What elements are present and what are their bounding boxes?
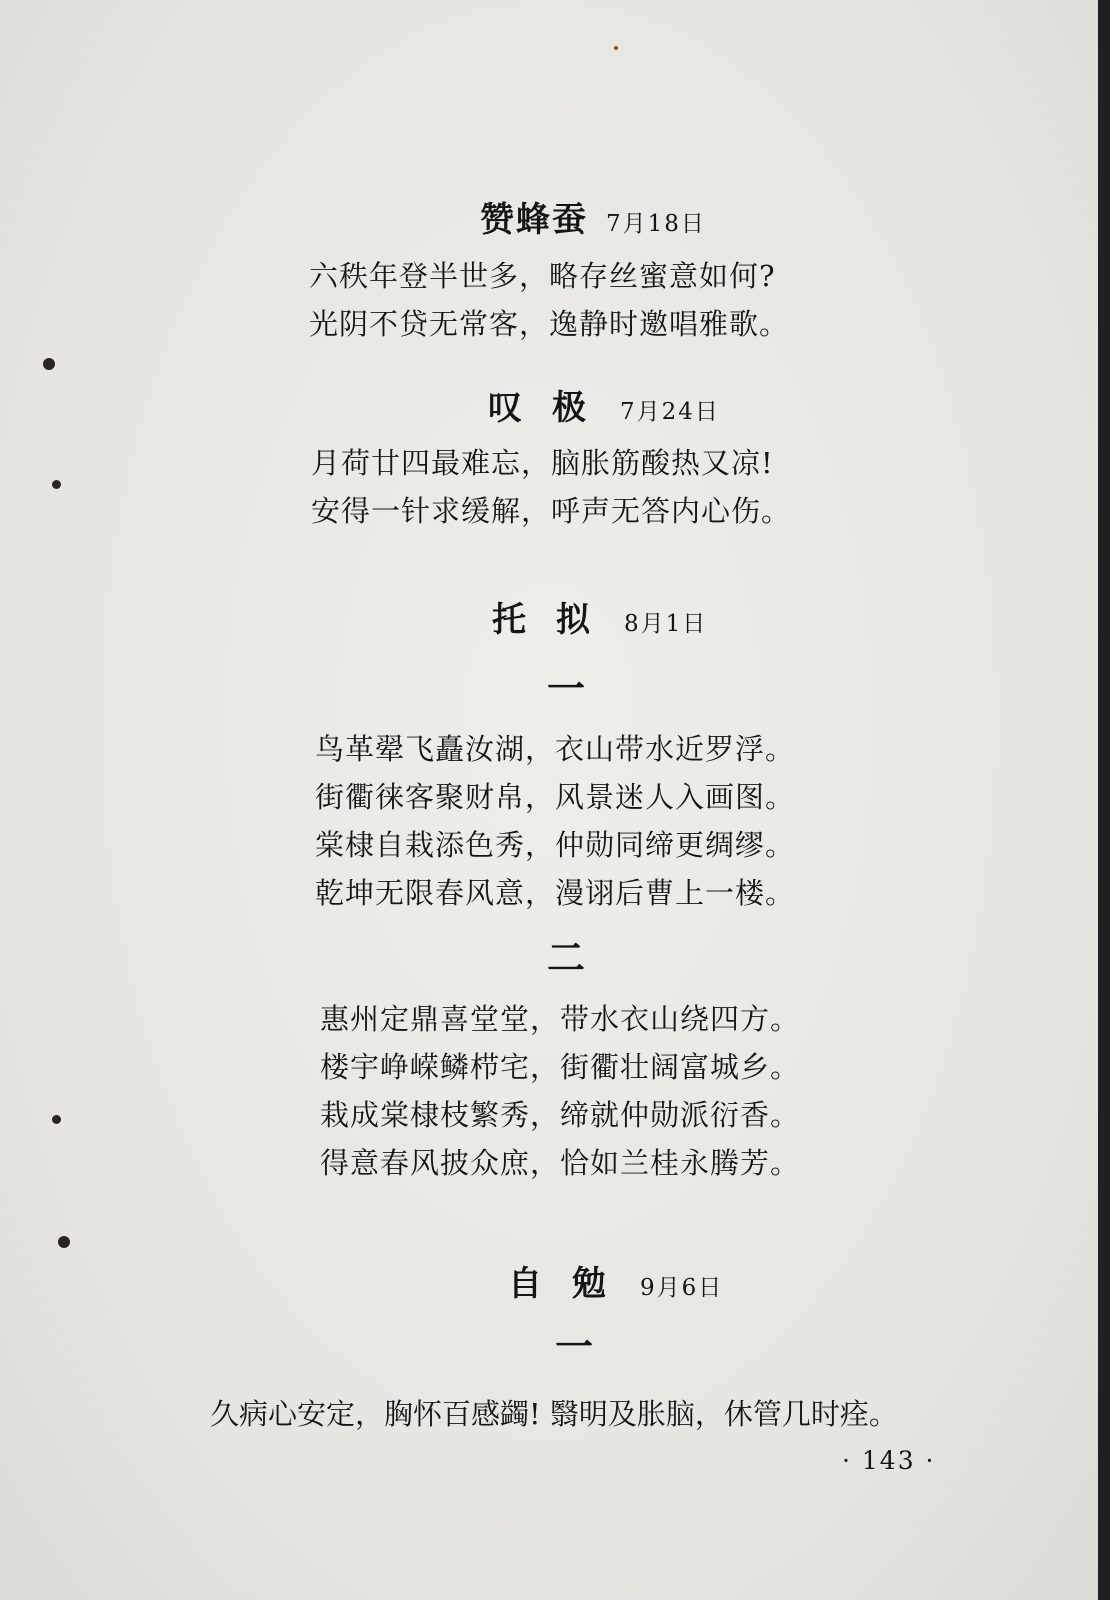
poem-title-row xyxy=(508,1256,723,1305)
poem-line: 鸟革翚飞矗汝湖，衣山带水近罗浮。 xyxy=(315,732,796,766)
poem-part-label: 一 xyxy=(547,667,586,711)
poem-date: 9月6日 xyxy=(640,1275,724,1301)
scan-edge xyxy=(1098,0,1110,1600)
poem-line: 栽成棠棣枝繁秀，缔就仲勋派衍香。 xyxy=(320,1098,801,1132)
poem-line: 楼宇峥嵘鳞栉宅，街衢壮阔富城乡。 xyxy=(320,1050,801,1084)
poem-line: 月荷廿四最难忘，脑胀筋酸热又凉! xyxy=(311,446,774,480)
poem-line: 安得一针求缓解，呼声无答内心伤。 xyxy=(311,494,792,528)
paper-speck xyxy=(614,46,618,50)
page-number: · 143 · xyxy=(842,1446,936,1475)
poem-title: 叹极 xyxy=(488,388,616,428)
poem-line: 久病心安定，胸怀百感蠲! 翳明及胀脑，休管几时痊。 xyxy=(210,1397,898,1431)
poem-date: 7月18日 xyxy=(606,211,706,237)
poem-line: 光阴不贷无常客，逸静时邀唱雅歌。 xyxy=(309,307,790,341)
poem-title: 托拟 xyxy=(492,600,620,640)
binding-hole xyxy=(52,480,61,489)
poem-part-label: 一 xyxy=(555,1325,594,1369)
poem-title-row xyxy=(488,380,720,429)
binding-hole xyxy=(43,358,55,370)
poem-title: 赞蜂蚕 xyxy=(480,200,588,240)
binding-hole xyxy=(52,1115,61,1124)
binding-hole xyxy=(58,1236,70,1248)
poem-date: 7月24日 xyxy=(620,399,720,425)
poem-line: 棠棣自栽添色秀，仲勋同缔更绸缪。 xyxy=(315,828,796,862)
poem-title: 自勉 xyxy=(508,1264,636,1304)
poem-line: 得意春风披众庶，恰如兰桂永腾芳。 xyxy=(320,1146,801,1180)
poem-title-row xyxy=(492,592,707,641)
poem-date: 8月1日 xyxy=(624,611,708,637)
poem-title-row xyxy=(480,192,706,241)
poem-part-label: 二 xyxy=(547,936,586,980)
poem-line: 乾坤无限春风意，漫诩后曹上一楼。 xyxy=(315,876,796,910)
poem-line: 街衢徕客聚财帛，风景迷人入画图。 xyxy=(315,780,796,814)
poem-line: 六秩年登半世多，略存丝蜜意如何? xyxy=(309,259,776,293)
poem-line: 惠州定鼎喜堂堂，带水衣山绕四方。 xyxy=(320,1002,801,1036)
